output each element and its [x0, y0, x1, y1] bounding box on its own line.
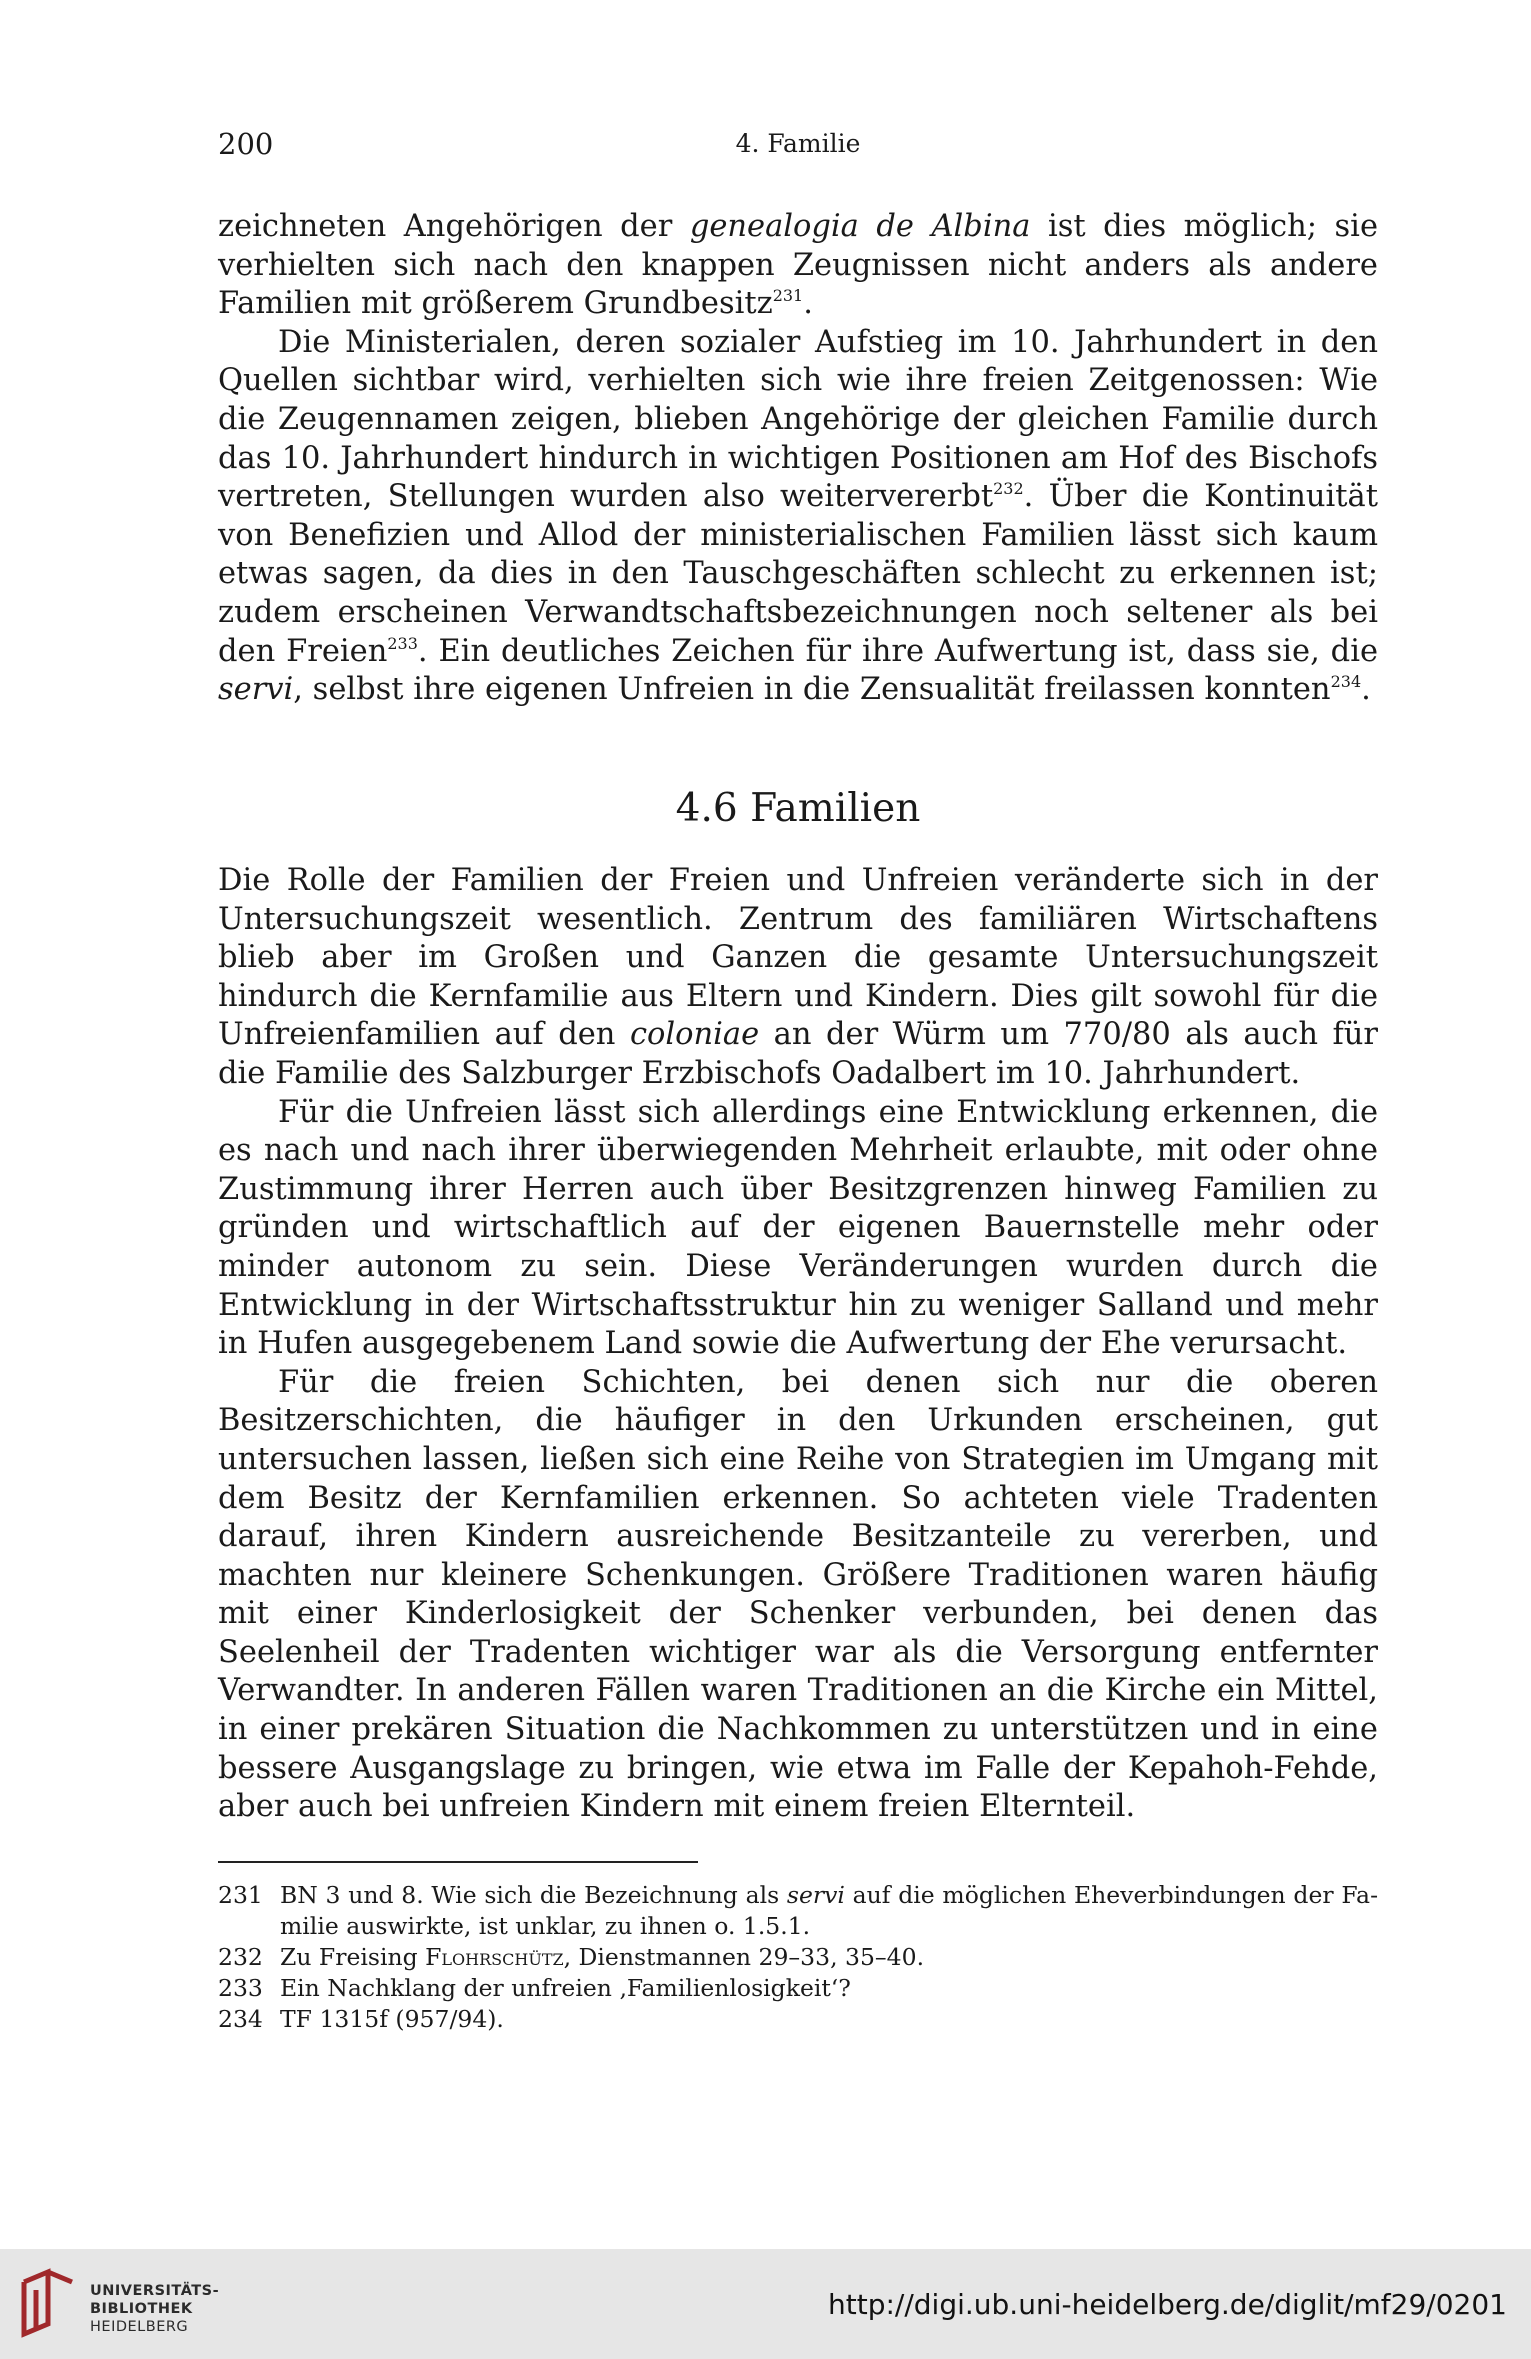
- paragraph: [218, 862, 1378, 1094]
- text-run: an der Würm um 770/80 als auch für die Familie des Salzburger Erzbischofs Oadalbert im 10. Jahrhundert.: [218, 1017, 1378, 1091]
- footnote-reference: 233: [387, 633, 418, 653]
- page-number: 200: [218, 127, 274, 161]
- text-run: zeichneten Angehörigen der: [218, 209, 690, 244]
- footnote: [218, 1973, 1378, 2004]
- text-run: , Dienstmannen 29–33, 35–40.: [563, 1943, 925, 1971]
- footnote-divider: [218, 1861, 698, 1863]
- footnote-number: 234: [218, 2005, 263, 2033]
- text-run: Die Rolle der Familien der Freien und Unfreien veränderte sich in der Untersuchungszeit wesentlich. Zentrum des familiären Wirtschaftens blieb aber im Großen und Ganzen die gesamte Untersuchungszeit hindurch die Kernfamilie aus Eltern und Kindern. Dies gilt sowohl für die Unfreienfamilien auf den: [218, 863, 1378, 1053]
- footnote-reference: 232: [993, 479, 1024, 499]
- library-logo-icon: [14, 2266, 90, 2342]
- footnote-number: 233: [218, 1974, 263, 2002]
- paragraph: [218, 1094, 1378, 1364]
- text-run: .: [1361, 672, 1371, 708]
- text-run: ist dies möglich; sie verhielten sich nach den knappen Zeugnissen nicht anders als andere Familien mit größerem Grundbesitz: [218, 209, 1378, 322]
- paragraph: [218, 1364, 1378, 1827]
- footnote-text: [280, 1880, 1378, 1942]
- paragraph: [218, 208, 1378, 324]
- text-run: . Ein deutliches Zeichen für ihre Aufwertung ist, dass sie, die: [417, 633, 1378, 669]
- running-title: 4. Familie: [735, 129, 861, 158]
- text-run: Für die freien Schichten, bei denen sich nur die oberen Besitzerschichten, die häufiger in den Urkunden erscheinen, gut untersuchen lassen, ließen sich eine Reihe von Strategien im Umgang mit dem Besitz der Kernfamilien erkennen. So achteten viele Tradenten darauf, ihren Kindern ausreichende Besitzanteile zu vererben, und machten nur kleinere Schenkungen. Größere Traditionen waren häufig mit einer Kinderlosigkeit der Schenker verbunden, bei denen das Seelenheil der Tradenten wichtiger war als die Versorgung entfernter Verwandter. In anderen Fällen waren Traditionen an die Kirche ein Mittel, in einer prekären Situation die Nachkommen zu unterstützen und in eine bessere Ausgangslage zu bringen, wie etwa im Falle der Kepahoh-Fehde, aber auch bei unfreien Kindern mit einem freien Elternteil.: [218, 1364, 1378, 1825]
- italic-text: servi: [786, 1881, 845, 1909]
- footnote: [218, 2004, 1378, 2035]
- text-run: auf die möglichen Eheverbindungen der Familie auswirkte, ist unklar, zu ihnen o. 1.5.1.: [280, 1881, 1379, 1940]
- footnote-number: 232: [218, 1943, 263, 1971]
- text-run: . Über die Kontinuität von Benefizien und Allod der ministerialischen Familien lässt sich kaum etwas sagen, da dies in den Tauschgeschäften schlecht zu erkennen ist; zudem erscheinen Verwandtschaftsbezeichnungen noch seltener als bei den Freien: [218, 479, 1378, 669]
- text-run: Zu Freising: [280, 1943, 426, 1971]
- italic-text: coloniae: [629, 1017, 760, 1053]
- text-run: , selbst ihre eigenen Unfreien in die Zensualität freilassen konnten: [293, 672, 1331, 708]
- author-name: Flohrschütz: [425, 1943, 564, 1971]
- logo-mark: [24, 2272, 72, 2334]
- library-name: [90, 2282, 219, 2336]
- library-name-line: UNIVERSITÄTS-: [90, 2283, 220, 2299]
- footnote-reference: 234: [1330, 672, 1362, 692]
- running-head: [218, 127, 1378, 167]
- footnote-text: [280, 1942, 1378, 1973]
- text-run: TF 1315f (957/94).: [280, 2005, 504, 2033]
- section-body: [218, 862, 1378, 1827]
- footnote-number: 231: [218, 1881, 263, 1909]
- permalink-url[interactable]: http://digi.ub.uni-heidelberg.de/diglit/mf29/0201: [828, 2288, 1507, 2321]
- footnote: [218, 1942, 1378, 1973]
- text-block-before-section: [218, 208, 1378, 710]
- italic-text: servi: [218, 672, 294, 708]
- text-run: .: [803, 286, 813, 322]
- footnote: [218, 1880, 1378, 1942]
- footnote-text: [280, 1973, 1378, 2004]
- footnote-text: [280, 2004, 1378, 2035]
- text-run: Die Ministerialen, deren sozialer Aufstieg im 10. Jahrhundert in den Quellen sichtbar wird, verhielten sich wie ihre freien Zeitgenossen: Wie die Zeugennamen zeigen, blieben Angehörige der gleichen Familie durch das 10. Jahrhundert hindurch in wichtigen Positionen am Hof des Bischofs vertreten, Stellungen wurden also weitervererbt: [218, 324, 1378, 515]
- paragraph: [218, 324, 1378, 710]
- section-heading: 4.6 Familien: [675, 786, 921, 831]
- text-run: BN 3 und 8. Wie sich die Bezeichnung als: [280, 1881, 787, 1909]
- italic-text: genealogia de Albina: [689, 209, 1031, 244]
- footnotes: [218, 1880, 1378, 2035]
- text-run: Ein Nachklang der unfreien ‚Familienlosigkeit‘?: [280, 1974, 851, 2002]
- library-name-line: HEIDELBERG: [90, 2319, 189, 2335]
- text-run: Für die Unfreien lässt sich allerdings eine Entwicklung erkennen, die es nach und nach ihrer überwiegenden Mehrheit erlaubte, mit oder ohne Zustimmung ihrer Herren auch über Besitzgrenzen hinweg Familien zu gründen und wirtschaftlich auf der eigenen Bauernstelle mehr oder minder autonom zu sein. Diese Veränderungen wurden durch die Entwicklung in der Wirtschaftsstruktur hin zu weniger Salland und mehr in Hufen ausgegebenem Land sowie die Aufwertung der Ehe verursacht.: [218, 1094, 1378, 1362]
- library-name-line: BIBLIOTHEK: [90, 2301, 193, 2317]
- footnote-reference: 231: [772, 286, 804, 306]
